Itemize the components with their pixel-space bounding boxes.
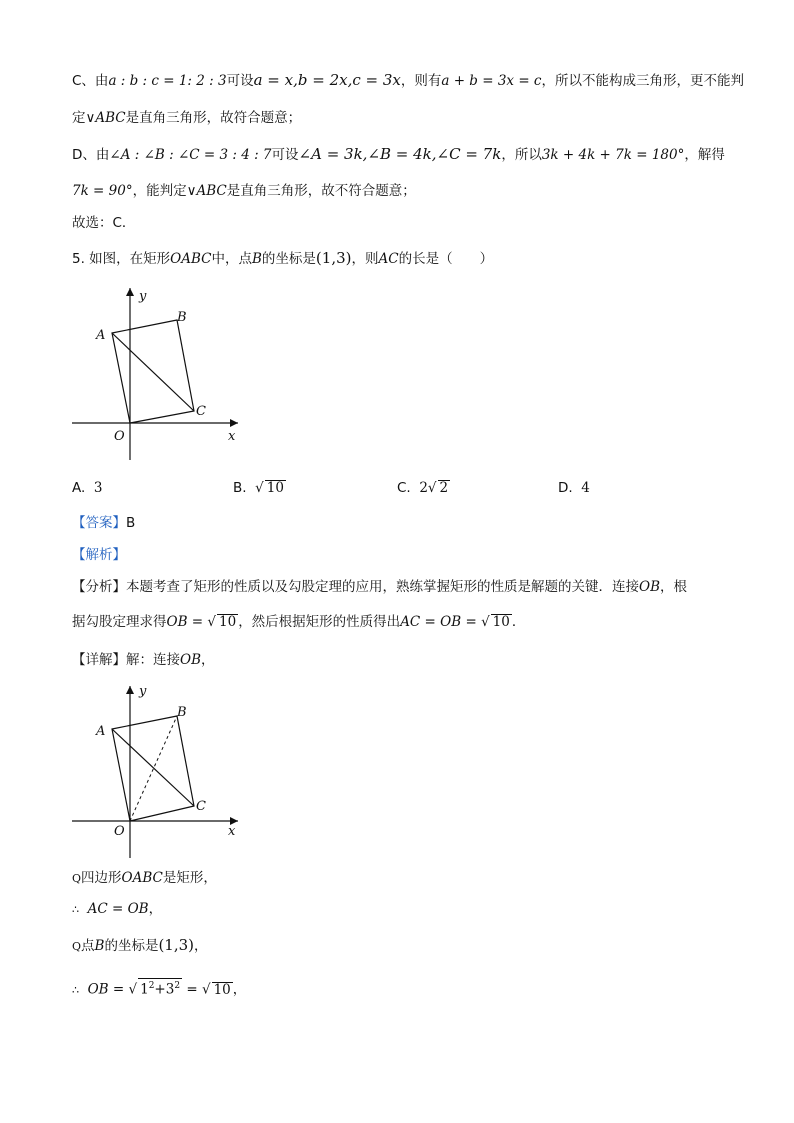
because-symbol: Q [72,872,82,885]
detail-tag: 【详解】 [72,652,126,668]
option-label: A. [72,480,86,496]
math-radicand: 10 [219,614,237,630]
therefore-symbol: ∴ [72,903,79,916]
sqrt-symbol: √ [255,480,264,496]
text: 解：连接 [126,652,180,668]
math-segment: AC [378,251,399,267]
math-sum: 3k + 4k + 7k = 180° [541,147,685,163]
text: 是矩形， [162,870,217,886]
text: ，能判定 [132,183,187,199]
math-equation: AC = OB [87,901,149,917]
option-label: B. [233,480,247,496]
text: ， [232,981,247,998]
x-axis-label: x [228,824,236,839]
text: ， [148,901,163,917]
text: 点 [81,938,95,954]
option-b [233,478,286,498]
math-assume: a = x,b = 2x,c = 3x [253,71,401,89]
text: 定 [72,110,86,126]
math-radicand: 10 [492,614,510,630]
math-rect: OABC [170,251,212,267]
math-sum: a + b = 3x = c [441,73,542,89]
math-ratio: a : b : c = 1: 2 : 3 [108,73,227,89]
sqrt-symbol: √ [128,981,138,998]
math-assume: ∠A = 3k,∠B = 4k,∠C = 7k [298,145,502,163]
text: 可设 [271,147,299,163]
text: 可设 [226,73,254,89]
base-b: 3 [165,981,175,998]
option-c-explanation-line2 [72,108,301,128]
point-b-label: B [177,705,187,720]
answer-tag: 【答案】 [72,515,126,531]
option-c-explanation-line1 [72,70,744,91]
math-rect: OABC [121,870,163,886]
analysis-line2 [72,612,525,632]
rectangle-figure-question [68,282,248,462]
text: 本题考查了矩形的性质以及勾股定理的应用，熟练掌握矩形的性质是解题的关键．连接 [126,579,639,595]
text: D、由 [72,147,110,163]
math-segment: OB [639,579,660,595]
text: ， [201,652,215,668]
sqrt-symbol: √ [427,480,437,496]
math-angle-ratio: ∠A : ∠B : ∠C = 3 : 4 : 7 [109,147,272,163]
text: ，则 [351,251,379,267]
text: 是直角三角形，故符合题意； [125,110,302,126]
option-c [397,478,450,498]
option-d-explanation-line1 [72,144,725,165]
math-equation: 7k = 90° [72,183,133,199]
question-5 [72,248,493,269]
math-segment: OB [180,652,201,668]
sqrt-symbol: √ [201,981,211,998]
plus: + [154,981,166,998]
text: C、由 [72,73,109,89]
math-coord: (1,3) [158,936,195,954]
point-a-label: A [96,328,106,343]
answer-value: B [126,515,136,531]
text: 四边形 [81,870,122,886]
sqrt-expression [138,978,182,998]
option-label: D. [558,480,573,496]
analysis-tag [72,545,126,565]
text: 据勾股定理求得 [72,614,167,630]
option-a [72,478,102,498]
math-radicand: 10 [213,981,231,998]
math-ob: OB = [166,614,204,630]
y-axis-label: y [139,684,147,699]
answer-line [72,513,135,533]
base-a: 1 [140,981,149,998]
x-axis-label: x [228,429,236,444]
text: ，根 [660,579,687,595]
point-a-label: A [96,724,106,739]
detail-line [72,650,215,670]
text: 是直角三角形，故不符合题意； [226,183,416,199]
point-c-label: C [196,404,206,419]
solution-step-1 [72,868,217,889]
exponent: 2 [148,981,155,991]
analysis-tag-text: 【解析】 [72,547,126,563]
option-value: 2 [439,480,449,496]
math-equation: AC = OB = [400,614,477,630]
text: ，所以不能构成三角形，更不能判 [541,73,744,89]
solution-step-4: ∴ OB = √ $1^2+3^2$ = √ 10 ， [72,978,246,1001]
math-point: B [252,251,262,267]
therefore-symbol: ∴ [72,983,79,997]
because-symbol: Q [72,940,82,953]
point-b-label: B [177,310,187,325]
text: 的长是（ ） [398,251,494,267]
option-value: 10 [266,480,284,496]
choose-line: 故选：C． [72,215,136,231]
math-triangle: ∨ABC [186,183,227,199]
text: 的坐标是 [261,251,316,267]
y-axis-label: y [139,289,147,304]
text: ． [511,614,526,630]
text: 中，点 [211,251,252,267]
math-point: B [94,938,105,954]
text: ，则有 [400,73,442,89]
point-c-label: C [196,799,206,814]
option-value: 4 [581,480,590,496]
sqrt-symbol: √ [207,614,216,630]
fenxi-tag: 【分析】 [72,579,126,595]
exponent: 2 [174,981,181,991]
text: 5. 如图，在矩形 [72,251,171,267]
solution-step-2 [72,899,162,920]
option-label: C. [397,480,411,496]
text: ，所以 [501,147,542,163]
text: ， [194,938,208,954]
math-ob: OB = [87,981,125,998]
text: ，解得 [684,147,725,163]
analysis-line1 [72,577,687,597]
solution-step-3 [72,935,208,957]
sqrt-symbol: √ [481,614,490,630]
rectangle-figure-solution [68,680,248,860]
option-d [558,478,590,498]
option-d-explanation-line2 [72,181,416,201]
math-triangle: ∨ABC [85,110,126,126]
point-o-label: O [114,429,125,444]
point-o-label: O [114,824,125,839]
text: ，然后根据矩形的性质得出 [238,614,401,630]
math-coord: (1,3) [315,249,352,267]
option-value: 3 [93,480,103,496]
option-coef: 2 [419,480,428,496]
text: 的坐标是 [104,938,159,954]
